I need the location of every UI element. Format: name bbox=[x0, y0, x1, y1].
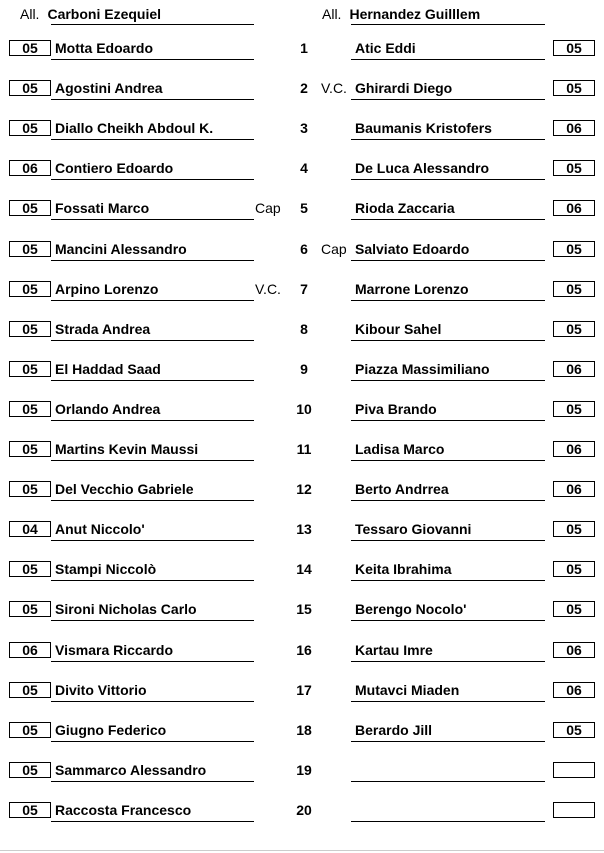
left-jersey-box: 05 bbox=[9, 241, 51, 257]
table-row bbox=[0, 40, 604, 62]
right-player-name: Atic Eddi bbox=[355, 40, 416, 56]
left-jersey-box: 05 bbox=[9, 321, 51, 337]
right-jersey-box: 05 bbox=[553, 561, 595, 577]
row-number: 16 bbox=[296, 642, 312, 658]
right-name-underline bbox=[351, 781, 545, 782]
table-row bbox=[0, 361, 604, 383]
row-number: 19 bbox=[296, 762, 312, 778]
right-name-underline bbox=[351, 219, 545, 220]
left-jersey-box: 05 bbox=[9, 200, 51, 216]
left-name-underline bbox=[51, 620, 254, 621]
left-jersey-box: 05 bbox=[9, 481, 51, 497]
left-jersey-box: 05 bbox=[9, 762, 51, 778]
right-jersey-box: 06 bbox=[553, 441, 595, 457]
left-player-name: Del Vecchio Gabriele bbox=[55, 481, 194, 497]
right-role-label: Cap bbox=[321, 241, 347, 257]
left-team-header bbox=[20, 5, 161, 23]
row-number: 7 bbox=[300, 281, 308, 297]
left-player-name: Martins Kevin Maussi bbox=[55, 441, 199, 457]
row-number: 6 bbox=[300, 241, 308, 257]
table-row bbox=[0, 802, 604, 824]
row-number: 5 bbox=[300, 200, 308, 216]
right-jersey-box: 05 bbox=[553, 241, 595, 257]
row-number: 12 bbox=[296, 481, 312, 497]
row-number: 15 bbox=[296, 601, 312, 617]
left-name-underline bbox=[51, 741, 254, 742]
right-name-underline bbox=[351, 661, 545, 662]
left-name-underline bbox=[51, 99, 254, 100]
right-role-label: V.C. bbox=[321, 80, 347, 96]
row-number: 1 bbox=[300, 40, 308, 56]
row-number: 18 bbox=[296, 722, 312, 738]
left-name-underline bbox=[51, 821, 254, 822]
table-row bbox=[0, 120, 604, 142]
right-name-underline bbox=[351, 741, 545, 742]
left-name-underline bbox=[51, 340, 254, 341]
left-jersey-box: 05 bbox=[9, 682, 51, 698]
right-name-underline bbox=[351, 580, 545, 581]
right-jersey-box: 06 bbox=[553, 682, 595, 698]
table-row bbox=[0, 321, 604, 343]
table-row bbox=[0, 241, 604, 263]
left-name-underline bbox=[51, 701, 254, 702]
right-player-name: Kibour Sahel bbox=[355, 321, 442, 337]
right-jersey-box: 05 bbox=[553, 722, 595, 738]
right-player-name: Berardo Jill bbox=[355, 722, 433, 738]
right-name-underline bbox=[351, 420, 545, 421]
page-bottom-rule bbox=[0, 850, 604, 851]
left-player-name: Agostini Andrea bbox=[55, 80, 163, 96]
right-jersey-box bbox=[553, 762, 595, 778]
left-player-name: Arpino Lorenzo bbox=[55, 281, 159, 297]
right-team-header bbox=[322, 5, 480, 23]
left-player-name: Divito Vittorio bbox=[55, 682, 147, 698]
right-player-name: Baumanis Kristofers bbox=[355, 120, 492, 136]
left-player-name: Fossati Marco bbox=[55, 200, 150, 216]
right-player-name: Berengo Nocolo' bbox=[355, 601, 467, 617]
right-player-name: Berto Andrrea bbox=[355, 481, 449, 497]
left-name-underline bbox=[51, 260, 254, 261]
table-row bbox=[0, 80, 604, 102]
right-player-name: Piva Brando bbox=[355, 401, 437, 417]
right-name-underline bbox=[351, 179, 545, 180]
left-name-underline bbox=[51, 420, 254, 421]
left-player-name: Mancini Alessandro bbox=[55, 241, 187, 257]
left-player-name: Motta Edoardo bbox=[55, 40, 153, 56]
left-name-underline bbox=[51, 781, 254, 782]
right-jersey-box: 06 bbox=[553, 120, 595, 136]
table-row bbox=[0, 441, 604, 463]
left-name-underline bbox=[51, 300, 254, 301]
left-jersey-box: 05 bbox=[9, 401, 51, 417]
table-row bbox=[0, 642, 604, 664]
left-player-name: Diallo Cheikh Abdoul K. bbox=[55, 120, 214, 136]
table-row bbox=[0, 601, 604, 623]
table-row bbox=[0, 762, 604, 784]
left-name-underline bbox=[51, 59, 254, 60]
left-jersey-box: 05 bbox=[9, 802, 51, 818]
right-jersey-box bbox=[553, 802, 595, 818]
left-player-name: Raccosta Francesco bbox=[55, 802, 192, 818]
row-number: 10 bbox=[296, 401, 312, 417]
right-jersey-box: 05 bbox=[553, 521, 595, 537]
left-player-name: Vismara Riccardo bbox=[55, 642, 174, 658]
left-jersey-box: 05 bbox=[9, 441, 51, 457]
right-name-underline bbox=[351, 620, 545, 621]
table-row bbox=[0, 200, 604, 222]
table-row bbox=[0, 561, 604, 583]
left-player-name: Contiero Edoardo bbox=[55, 160, 174, 176]
left-player-name: Orlando Andrea bbox=[55, 401, 161, 417]
left-name-underline bbox=[51, 540, 254, 541]
left-player-name: Anut Niccolo' bbox=[55, 521, 145, 537]
right-jersey-box: 06 bbox=[553, 200, 595, 216]
left-name-underline bbox=[51, 219, 254, 220]
right-player-name: Ghirardi Diego bbox=[355, 80, 453, 96]
right-name-underline bbox=[351, 300, 545, 301]
left-name-underline bbox=[51, 580, 254, 581]
left-name-underline bbox=[51, 139, 254, 140]
left-jersey-box: 05 bbox=[9, 80, 51, 96]
left-coach-tag: All. bbox=[20, 6, 40, 22]
left-header-underline bbox=[51, 24, 254, 25]
left-name-underline bbox=[51, 661, 254, 662]
right-player-name: Kartau Imre bbox=[355, 642, 433, 658]
left-player-name: Sironi Nicholas Carlo bbox=[55, 601, 197, 617]
right-name-underline bbox=[351, 340, 545, 341]
left-player-name: Giugno Federico bbox=[55, 722, 167, 738]
left-name-underline bbox=[51, 500, 254, 501]
right-name-underline bbox=[351, 701, 545, 702]
row-number: 11 bbox=[296, 441, 312, 457]
right-player-name: Ladisa Marco bbox=[355, 441, 445, 457]
left-player-name: Sammarco Alessandro bbox=[55, 762, 207, 778]
table-row bbox=[0, 682, 604, 704]
right-coach-tag: All. bbox=[322, 6, 342, 22]
row-number: 14 bbox=[296, 561, 312, 577]
right-jersey-box: 05 bbox=[553, 401, 595, 417]
right-jersey-box: 05 bbox=[553, 40, 595, 56]
left-jersey-box: 05 bbox=[9, 722, 51, 738]
left-jersey-box: 05 bbox=[9, 120, 51, 136]
right-player-name: Salviato Edoardo bbox=[355, 241, 470, 257]
row-number: 2 bbox=[300, 80, 308, 96]
right-player-name: De Luca Alessandro bbox=[355, 160, 490, 176]
left-player-name: Strada Andrea bbox=[55, 321, 151, 337]
right-name-underline bbox=[351, 500, 545, 501]
table-row bbox=[0, 160, 604, 182]
left-jersey-box: 05 bbox=[9, 601, 51, 617]
row-number: 4 bbox=[300, 160, 308, 176]
left-jersey-box: 04 bbox=[9, 521, 51, 537]
right-jersey-box: 06 bbox=[553, 642, 595, 658]
left-jersey-box: 06 bbox=[9, 160, 51, 176]
right-jersey-box: 05 bbox=[553, 80, 595, 96]
right-player-name: Keita Ibrahima bbox=[355, 561, 452, 577]
left-player-name: El Haddad Saad bbox=[55, 361, 161, 377]
right-jersey-box: 05 bbox=[553, 321, 595, 337]
right-name-underline bbox=[351, 540, 545, 541]
table-row bbox=[0, 722, 604, 744]
right-jersey-box: 05 bbox=[553, 160, 595, 176]
left-name-underline bbox=[51, 460, 254, 461]
left-coach-name: Carboni Ezequiel bbox=[47, 6, 162, 22]
table-row bbox=[0, 481, 604, 503]
right-jersey-box: 05 bbox=[553, 281, 595, 297]
left-player-name: Stampi Niccolò bbox=[55, 561, 157, 577]
right-jersey-box: 05 bbox=[553, 601, 595, 617]
right-coach-name: Hernandez Guilllem bbox=[349, 6, 481, 22]
table-row bbox=[0, 401, 604, 423]
right-jersey-box: 06 bbox=[553, 361, 595, 377]
left-jersey-box: 05 bbox=[9, 281, 51, 297]
right-player-name: Piazza Massimiliano bbox=[355, 361, 490, 377]
right-name-underline bbox=[351, 99, 545, 100]
right-name-underline bbox=[351, 380, 545, 381]
table-row bbox=[0, 521, 604, 543]
row-number: 13 bbox=[296, 521, 312, 537]
right-player-name: Tessaro Giovanni bbox=[355, 521, 472, 537]
left-jersey-box: 06 bbox=[9, 642, 51, 658]
row-number: 17 bbox=[296, 682, 312, 698]
left-jersey-box: 05 bbox=[9, 561, 51, 577]
left-name-underline bbox=[51, 179, 254, 180]
right-player-name: Marrone Lorenzo bbox=[355, 281, 469, 297]
left-name-underline bbox=[51, 380, 254, 381]
right-player-name: Mutavci Miaden bbox=[355, 682, 460, 698]
row-number: 3 bbox=[300, 120, 308, 136]
row-number: 9 bbox=[300, 361, 308, 377]
table-row bbox=[0, 281, 604, 303]
right-name-underline bbox=[351, 821, 545, 822]
left-role-label: Cap bbox=[255, 200, 281, 216]
left-jersey-box: 05 bbox=[9, 40, 51, 56]
right-header-underline bbox=[351, 24, 545, 25]
right-jersey-box: 06 bbox=[553, 481, 595, 497]
right-name-underline bbox=[351, 260, 545, 261]
right-name-underline bbox=[351, 59, 545, 60]
row-number: 8 bbox=[300, 321, 308, 337]
right-name-underline bbox=[351, 139, 545, 140]
left-role-label: V.C. bbox=[255, 281, 281, 297]
right-player-name: Rioda Zaccaria bbox=[355, 200, 455, 216]
right-name-underline bbox=[351, 460, 545, 461]
row-number: 20 bbox=[296, 802, 312, 818]
left-jersey-box: 05 bbox=[9, 361, 51, 377]
